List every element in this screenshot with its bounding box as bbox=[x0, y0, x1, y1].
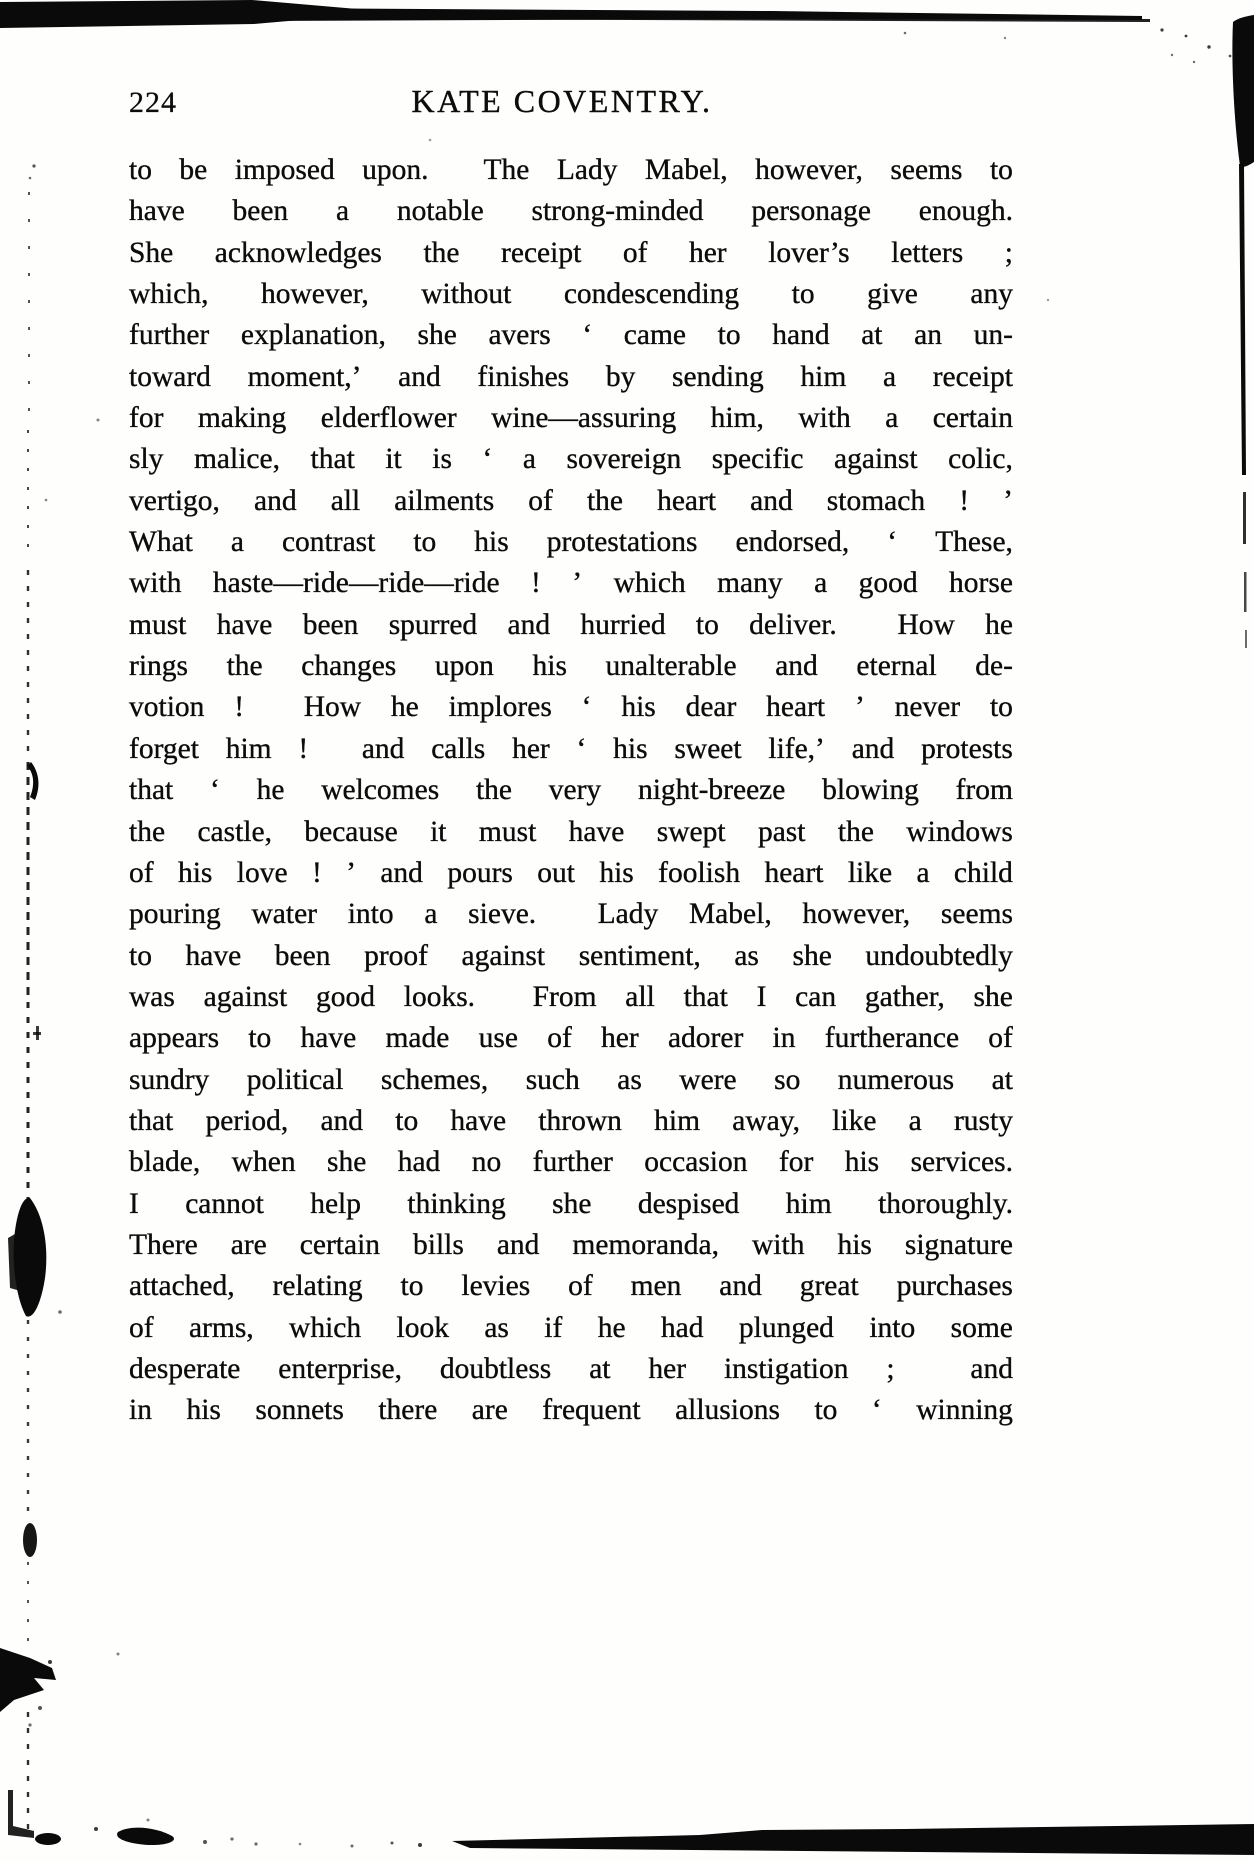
text-line: rings the changes upon his unalterable and eternal de- bbox=[129, 650, 1013, 683]
text-line: that ‘ he welcomes the very night-breeze blowing from bbox=[129, 774, 1013, 807]
text-line: in his sonnets there are frequent allusions to ‘ winning bbox=[129, 1394, 1013, 1427]
scan-artifact-top-band bbox=[0, 0, 392, 28]
text-line: of his love ! ’ and pours out his foolish heart like a child bbox=[129, 856, 1013, 889]
scan-artifact-flag-smudge bbox=[0, 1648, 56, 1712]
text-line: There are certain bills and memoranda, with his signature bbox=[129, 1228, 1013, 1261]
text-line: further explanation, she avers ‘ came to hand at an un- bbox=[129, 319, 1013, 352]
scan-artifact-left-foldline bbox=[28, 192, 29, 1836]
scan-artifact-left-blob bbox=[14, 1198, 47, 1317]
scan-artifact-hook bbox=[27, 762, 38, 800]
body-text bbox=[129, 150, 1013, 1432]
text-line: was against good looks. From all that I can gather, she bbox=[129, 980, 1013, 1013]
scan-artifact-right-blob bbox=[1232, 15, 1254, 167]
text-line: that period, and to have thrown him away, like a rusty bbox=[129, 1104, 1013, 1137]
text-line: which, however, without condescending to give any bbox=[129, 278, 1013, 311]
text-line: She acknowledges the receipt of her lover’s letters ; bbox=[129, 236, 1013, 269]
running-title: KATE COVENTRY. bbox=[411, 83, 713, 119]
text-line: I cannot help thinking she despised him thoroughly. bbox=[129, 1187, 1013, 1220]
text-line: toward moment,’ and finishes by sending him a receipt bbox=[129, 360, 1013, 393]
text-line: appears to have made use of her adorer in furtherance of bbox=[129, 1022, 1013, 1055]
text-line: must have been spurred and hurried to deliver. How he bbox=[129, 608, 1013, 641]
text-line: the castle, because it must have swept past the windows bbox=[129, 815, 1013, 848]
text-line: sly malice, that it is ‘ a sovereign specific against colic, bbox=[129, 443, 1013, 476]
scan-artifact-small-blob bbox=[23, 1523, 37, 1557]
text-line: desperate enterprise, doubtless at her instigation ; and bbox=[129, 1352, 1013, 1385]
text-line: have been a notable strong-minded personage enough. bbox=[129, 195, 1013, 228]
text-line: pouring water into a sieve. Lady Mabel, however, seems bbox=[129, 898, 1013, 931]
text-line: vertigo, and all ailments of the heart and stomach ! ’ bbox=[129, 484, 1013, 517]
text-line: with haste—ride—ride—ride ! ’ which many a good horse bbox=[129, 567, 1013, 600]
scan-artifact-bottom-bar bbox=[452, 1824, 1254, 1855]
text-line: to be imposed upon. The Lady Mabel, however, seems to bbox=[129, 154, 1013, 186]
text-line: for making elderflower wine—assuring him, with a certain bbox=[129, 402, 1013, 435]
scan-artifact-right-tail bbox=[1239, 164, 1246, 475]
text-line: attached, relating to levies of men and great purchases bbox=[129, 1270, 1013, 1303]
text-line: to have been proof against sentiment, as she undoubtedly bbox=[129, 939, 1013, 972]
text-line: votion ! How he implores ‘ his dear heart ’ never to bbox=[129, 691, 1013, 724]
page-number: 224 bbox=[129, 86, 177, 119]
text-line: forget him ! and calls her ‘ his sweet life,’ and protests bbox=[129, 732, 1013, 765]
text-line: blade, when she had no further occasion for his services. bbox=[129, 1146, 1013, 1179]
text-line: sundry political schemes, such as were so numerous at bbox=[129, 1063, 1013, 1096]
scan-artifact-top-thin bbox=[370, 15, 1150, 22]
text-line: What a contrast to his protestations endorsed, ‘ These, bbox=[129, 526, 1013, 559]
scan-artifact-bracket bbox=[8, 1790, 34, 1838]
text-line: of arms, which look as if he had plunged into some bbox=[129, 1311, 1013, 1344]
scan-artifact-top-line bbox=[248, 8, 1142, 21]
